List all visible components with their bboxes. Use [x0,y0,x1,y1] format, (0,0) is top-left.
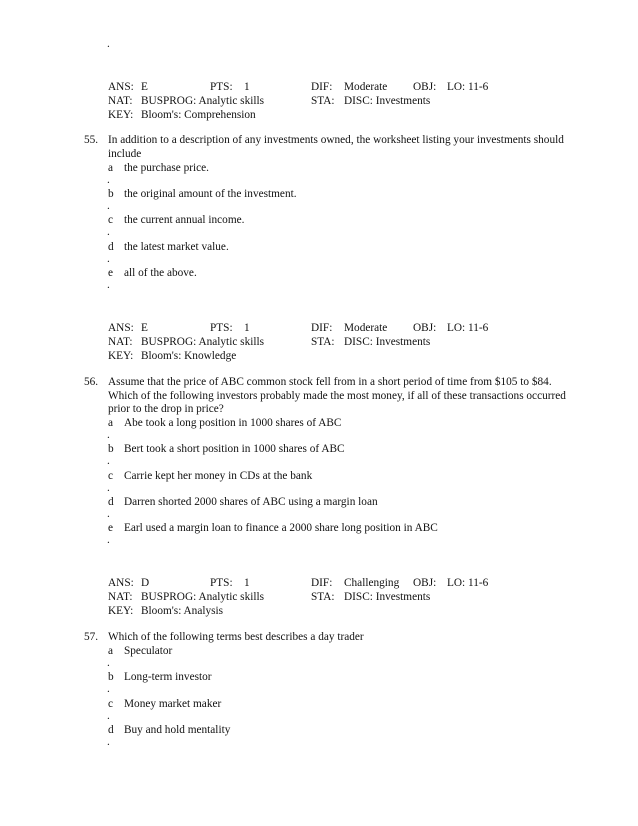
question-stem-line: Which of the following investors probably made the most money, if all of these transactions occurred [108,390,566,402]
obj-label: OBJ: [413,322,437,334]
option-letter: b [108,443,114,455]
ans-label: ANS: [108,322,134,334]
option-letter: a [108,162,114,174]
ans-value: E [141,81,148,93]
key-label: KEY: [108,109,134,121]
option-letter: a [108,645,114,657]
option-letter: d [108,724,114,736]
nat-value: BUSPROG: Analytic skills [141,336,265,348]
question-stem-line: Assume that the price of ABC common stock fell from in a short period of time from $105 to $84. [108,376,552,388]
sta-value: DISC: Investments [344,591,431,603]
option-text: the original amount of the investment. [124,188,297,200]
option-text: Darren shorted 2000 shares of ABC using a margin loan [124,496,378,508]
option-dot: . [107,279,110,291]
option-text: the purchase price. [124,162,209,174]
dif-label: DIF: [311,577,333,589]
question-stem-line: Which of the following terms best describes a day trader [108,631,364,643]
obj-value: LO: 11-6 [447,81,489,93]
sta-label: STA: [311,95,335,107]
option-dot: . [107,736,110,748]
option-dot: . [107,534,110,546]
ans-label: ANS: [108,81,134,93]
key-value: Bloom's: Knowledge [141,350,237,362]
question-number: 56. [84,376,99,388]
dif-value: Moderate [344,81,388,93]
option-letter: d [108,496,114,508]
pts-value: 1 [244,322,250,334]
option-text: all of the above. [124,267,197,279]
nat-label: NAT: [108,336,133,348]
obj-label: OBJ: [413,577,437,589]
option-letter: b [108,188,114,200]
pts-label: PTS: [210,81,233,93]
option-text: Carrie kept her money in CDs at the bank [124,470,313,482]
option-dot: . [107,710,110,722]
option-dot: . [107,253,110,265]
option-letter: c [108,470,114,482]
option-letter: e [108,267,114,279]
ans-label: ANS: [108,577,134,589]
option-letter: c [108,214,114,226]
question-number: 57. [84,631,99,643]
option-letter: d [108,241,114,253]
nat-label: NAT: [108,591,133,603]
sta-label: STA: [311,336,335,348]
nat-value: BUSPROG: Analytic skills [141,95,265,107]
option-dot: . [107,174,110,186]
option-dot: . [107,482,110,494]
obj-value: LO: 11-6 [447,322,489,334]
sta-value: DISC: Investments [344,95,431,107]
option-text: Speculator [124,645,173,657]
option-text: Earl used a margin loan to finance a 2000 share long position in ABC [124,522,438,534]
option-letter: b [108,671,114,683]
nat-label: NAT: [108,95,133,107]
pts-value: 1 [244,81,250,93]
obj-value: LO: 11-6 [447,577,489,589]
dif-value: Moderate [344,322,388,334]
option-text: Abe took a long position in 1000 shares of ABC [124,417,342,429]
option-dot: . [107,226,110,238]
option-dot: . [107,657,110,669]
pts-label: PTS: [210,322,233,334]
dif-value: Challenging [344,577,400,589]
key-label: KEY: [108,350,134,362]
nat-value: BUSPROG: Analytic skills [141,591,265,603]
option-dot: . [107,200,110,212]
question-stem-line: In addition to a description of any investments owned, the worksheet listing your investments should [108,134,564,146]
option-text: Long-term investor [124,671,212,683]
question-number: 55. [84,134,99,146]
option-letter: e [108,522,114,534]
obj-label: OBJ: [413,81,437,93]
dif-label: DIF: [311,81,333,93]
dif-label: DIF: [311,322,333,334]
key-label: KEY: [108,605,134,617]
ans-value: D [141,577,150,589]
option-text: Money market maker [124,698,222,710]
option-letter: c [108,698,114,710]
key-value: Bloom's: Analysis [141,605,224,617]
option-dot: . [107,38,110,50]
option-text: Bert took a short position in 1000 shares of ABC [124,443,345,455]
option-dot: . [107,683,110,695]
option-text: the current annual income. [124,214,245,226]
option-letter: a [108,417,114,429]
sta-value: DISC: Investments [344,336,431,348]
pts-label: PTS: [210,577,233,589]
key-value: Bloom's: Comprehension [141,109,256,121]
option-text: Buy and hold mentality [124,724,231,736]
option-dot: . [107,508,110,520]
option-text: the latest market value. [124,241,229,253]
sta-label: STA: [311,591,335,603]
pts-value: 1 [244,577,250,589]
question-stem-line: prior to the drop in price? [108,403,224,415]
ans-value: E [141,322,148,334]
option-dot: . [107,429,110,441]
option-dot: . [107,455,110,467]
question-stem-line: include [108,148,142,160]
